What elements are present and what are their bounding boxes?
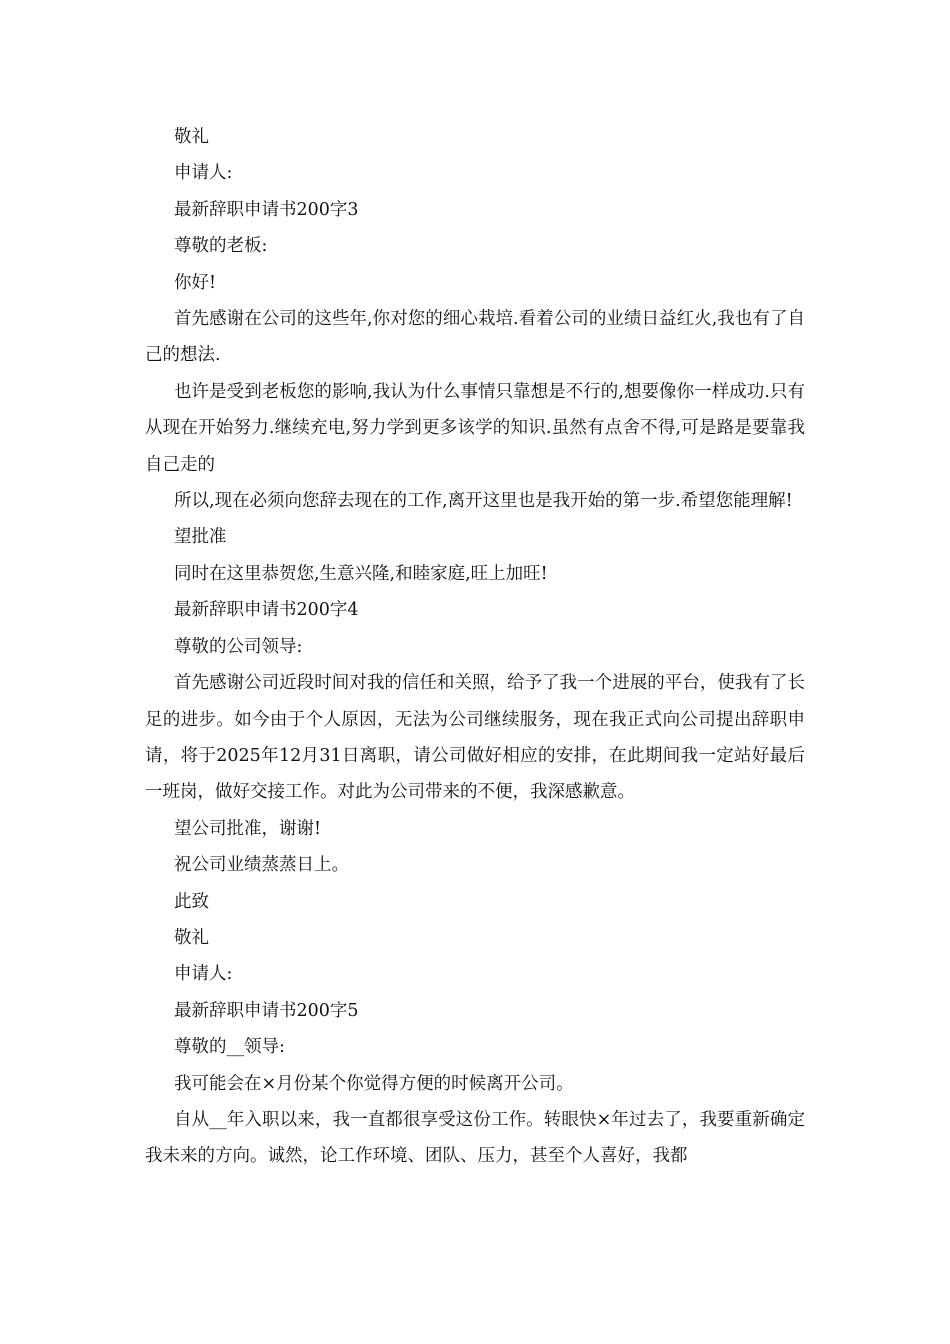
greeting-leader: 尊敬的__领导: xyxy=(174,1037,285,1058)
section-heading-4: 最新辞职申请书200字4 xyxy=(174,600,359,621)
wishes-line: 祝公司业绩蒸蒸日上。 xyxy=(174,855,349,876)
request-approval-line: 望批准 xyxy=(174,527,227,548)
closing-salutation: 敬礼 xyxy=(174,127,209,147)
document-body xyxy=(145,119,805,1175)
closing-salutation: 敬礼 xyxy=(174,927,209,948)
body-paragraph: 我可能会在×月份某个你觉得方便的时候离开公司。 xyxy=(174,1073,574,1094)
body-paragraph: 自从__年入职以来，我一直都很享受这份工作。转眼快×年过去了，我要重新确定我未来的方向。诚然，论工作环境、团队、压力，甚至个人喜好，我都 xyxy=(145,1109,805,1167)
body-paragraph: 首先感谢在公司的这些年,你对您的细心栽培.看着公司的业绩日益红火,我也有了自己的想法. xyxy=(145,309,805,366)
closing-line: 此致 xyxy=(174,891,209,912)
section-heading-3: 最新辞职申请书200字3 xyxy=(174,199,359,220)
wishes-line: 同时在这里恭贺您,生意兴隆,和睦家庭,旺上加旺! xyxy=(174,563,548,584)
applicant-line: 申请人: xyxy=(174,964,233,985)
body-paragraph: 所以,现在必须向您辞去现在的工作,离开这里也是我开始的第一步.希望您能理解! xyxy=(174,491,793,512)
hello-line: 你好! xyxy=(174,272,217,293)
applicant-line: 申请人: xyxy=(174,163,233,184)
body-paragraph: 首先感谢公司近段时间对我的信任和关照，给予了我一个进展的平台，使我有了长足的进步。如今由于个人原因，无法为公司继续服务，现在我正式向公司提出辞职申请，将于2025年12月31日离职，请公司做好相应的安排，在此期间我一定站好最后一班岗，做好交接工作。对此为公司带来的不便，我深感歉意。 xyxy=(145,673,805,803)
body-paragraph: 也许是受到老板您的影响,我认为什么事情只靠想是不行的,想要像你一样成功.只有从现在开始努力.继续充电,努力学到更多该学的知识.虽然有点舍不得,可是路是要靠我自己走的 xyxy=(145,381,805,475)
greeting-boss: 尊敬的老板: xyxy=(174,236,268,257)
section-heading-5: 最新辞职申请书200字5 xyxy=(174,1000,359,1021)
greeting-leaders: 尊敬的公司领导: xyxy=(174,636,303,657)
request-approval-line: 望公司批准，谢谢! xyxy=(174,818,322,839)
